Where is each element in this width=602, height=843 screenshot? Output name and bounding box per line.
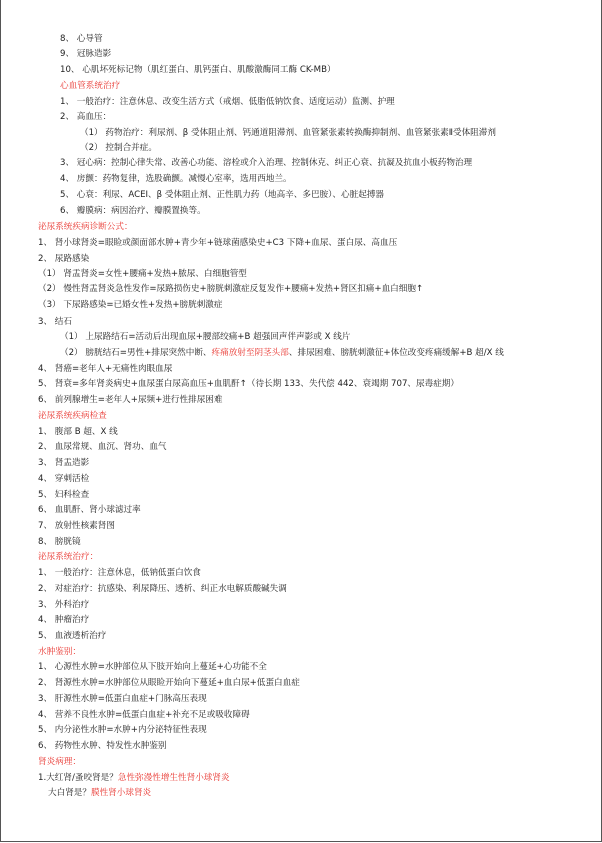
text-line: 4、 房颤：药物复律，选股确颤。减慢心室率，选用西地兰。 bbox=[60, 174, 292, 184]
text-line: 2、 尿路感染 bbox=[38, 254, 90, 264]
text-line: 6、 前列腺增生=老年人+尿频+进行性排尿困难 bbox=[38, 395, 223, 405]
text-line: 1、 一般治疗：注意休息，低钠低蛋白饮食 bbox=[38, 568, 201, 578]
text-line: 6、 瓣膜病：病因治疗、瓣膜置换等。 bbox=[60, 206, 206, 216]
highlight-text: 疼痛放射至阴茎头部 bbox=[211, 348, 289, 358]
text-line: 8、 心导管 bbox=[60, 34, 103, 44]
section-heading: 心血管系统治疗 bbox=[60, 81, 121, 91]
text-line: 2、 肾源性水肿=水肿部位从眼睑开始向下蔓延+血白尿+低蛋白血症 bbox=[38, 678, 300, 688]
text-line: 2、 血尿常规、血沉、肾功、血气 bbox=[38, 442, 167, 452]
text-line: 3、 冠心病：控制心律失常、改善心功能、溶栓或介入治理、控制休克、纠正心衰、抗凝及抗血小板药物治理 bbox=[60, 158, 473, 168]
text-line: （2） 慢性肾盂肾炎急性发作=尿路损伤史+膀胱刺激症反复发作+腰痛+发热+肾区扣痛+血白细胞↑ bbox=[38, 284, 424, 294]
text-line: 3、 外科治疗 bbox=[38, 600, 90, 610]
text-line: 1、 一般治疗：注意休息、改变生活方式（戒烟、低脂低钠饮食、适度运动）监测、护理 bbox=[60, 97, 395, 107]
text-line: （3） 下尿路感染=已婚女性+发热+膀胱刺激症 bbox=[38, 300, 223, 310]
text-line: 7、 放射性核素肾图 bbox=[38, 521, 115, 531]
text-line: （1） 上尿路结石=活动后出现血尿+腰部绞痛+B 超强回声伴声影或 X 线片 bbox=[60, 332, 351, 342]
text-line: （1） 药物治疗：利尿剂、β 受体阻止剂、钙通道阻滞剂、血管紧张素转换酶抑制剂、血管紧张素Ⅱ受体阻滞剂 bbox=[80, 128, 496, 138]
text-line: 5、 血液透析治疗 bbox=[38, 631, 107, 641]
text-line: 8、 膀胱镜 bbox=[38, 537, 81, 547]
text-line: （1） 肾盂肾炎=女性+腰痛+发热+脓尿、白细胞管型 bbox=[38, 269, 247, 279]
section-heading: 泌尿系统疾病检查 bbox=[38, 411, 107, 421]
text-line: 6、 血肌酐、肾小球滤过率 bbox=[38, 505, 141, 515]
text-line: 6、 药物性水肿、特发性水肿鉴别 bbox=[38, 741, 167, 751]
text-line: 1.大红肾/蚤咬肾是？急性弥漫性增生性肾小球肾炎 bbox=[38, 773, 230, 783]
text-line: 3、 肝源性水肿=低蛋白血症+门脉高压表现 bbox=[38, 694, 207, 704]
text-line: 1、 腹部 B 超、X 线 bbox=[38, 427, 118, 437]
text-line: 2、 高血压： bbox=[60, 112, 112, 122]
text-line: 10、 心肌坏死标记物（肌红蛋白、肌钙蛋白、肌酸激酶同工酶 CK-MB） bbox=[60, 65, 336, 75]
text-line: 4、 营养不良性水肿=低蛋白血症+补充不足或吸收障碍 bbox=[38, 710, 250, 720]
text-line: 4、 肾癌=老年人+无痛性肉眼血尿 bbox=[38, 364, 173, 374]
text-line: 1、 肾小球肾炎=眼睑或颜面部水肿+青少年+链球菌感染史+C3 下降+血尿、蛋白尿、高血压 bbox=[38, 238, 398, 248]
text-line: 5、 内分泌性水肿=水肿+内分泌特征性表现 bbox=[38, 725, 207, 735]
section-heading: 水肿鉴别： bbox=[38, 647, 81, 657]
text-line: （2） 膀胱结石=男性+排尿突然中断、疼痛放射至阴茎头部、排尿困难、膀胱刺激征+体位改变疼痛缓解+B 超/X 线 bbox=[60, 348, 504, 358]
text-line: 9、 冠脉造影 bbox=[60, 49, 112, 59]
text-line: 1、 心源性水肿=水肿部位从下肢开始向上蔓延+心功能不全 bbox=[38, 662, 267, 672]
section-heading: 泌尿系统疾病诊断公式： bbox=[38, 222, 133, 232]
section-heading: 泌尿系统治疗： bbox=[38, 552, 99, 562]
text-line: 2、 对症治疗：抗感染、利尿降压、透析、纠正水电解质酸碱失调 bbox=[38, 584, 287, 594]
highlight-text: 膜性肾小球肾炎 bbox=[90, 788, 152, 798]
text-line: 4、 穿刺活检 bbox=[38, 474, 90, 484]
text-line: 5、 肾衰=多年肾炎病史+血尿蛋白尿高血压+血肌酐↑（待长期 133、失代偿 442、衰竭期 707、尿毒症期） bbox=[38, 379, 459, 389]
text-line: 5、 妇科检查 bbox=[38, 490, 90, 500]
text-line: 5、 心衰：利尿、ACEI、β 受体阻止剂、正性肌力药（地高辛、多巴胺）、心脏起搏器 bbox=[60, 190, 384, 200]
text-line: （2） 控制合并症。 bbox=[80, 143, 157, 153]
text-line: 4、 肿瘤治疗 bbox=[38, 615, 90, 625]
text-line: 大白肾是？膜性肾小球肾炎 bbox=[48, 788, 152, 798]
text-line: 3、 肾盂造影 bbox=[38, 458, 90, 468]
text-line: 3、 结石 bbox=[38, 317, 72, 327]
highlight-text: 急性弥漫性增生性肾小球肾炎 bbox=[117, 773, 230, 783]
section-heading: 肾炎病理： bbox=[38, 757, 81, 767]
